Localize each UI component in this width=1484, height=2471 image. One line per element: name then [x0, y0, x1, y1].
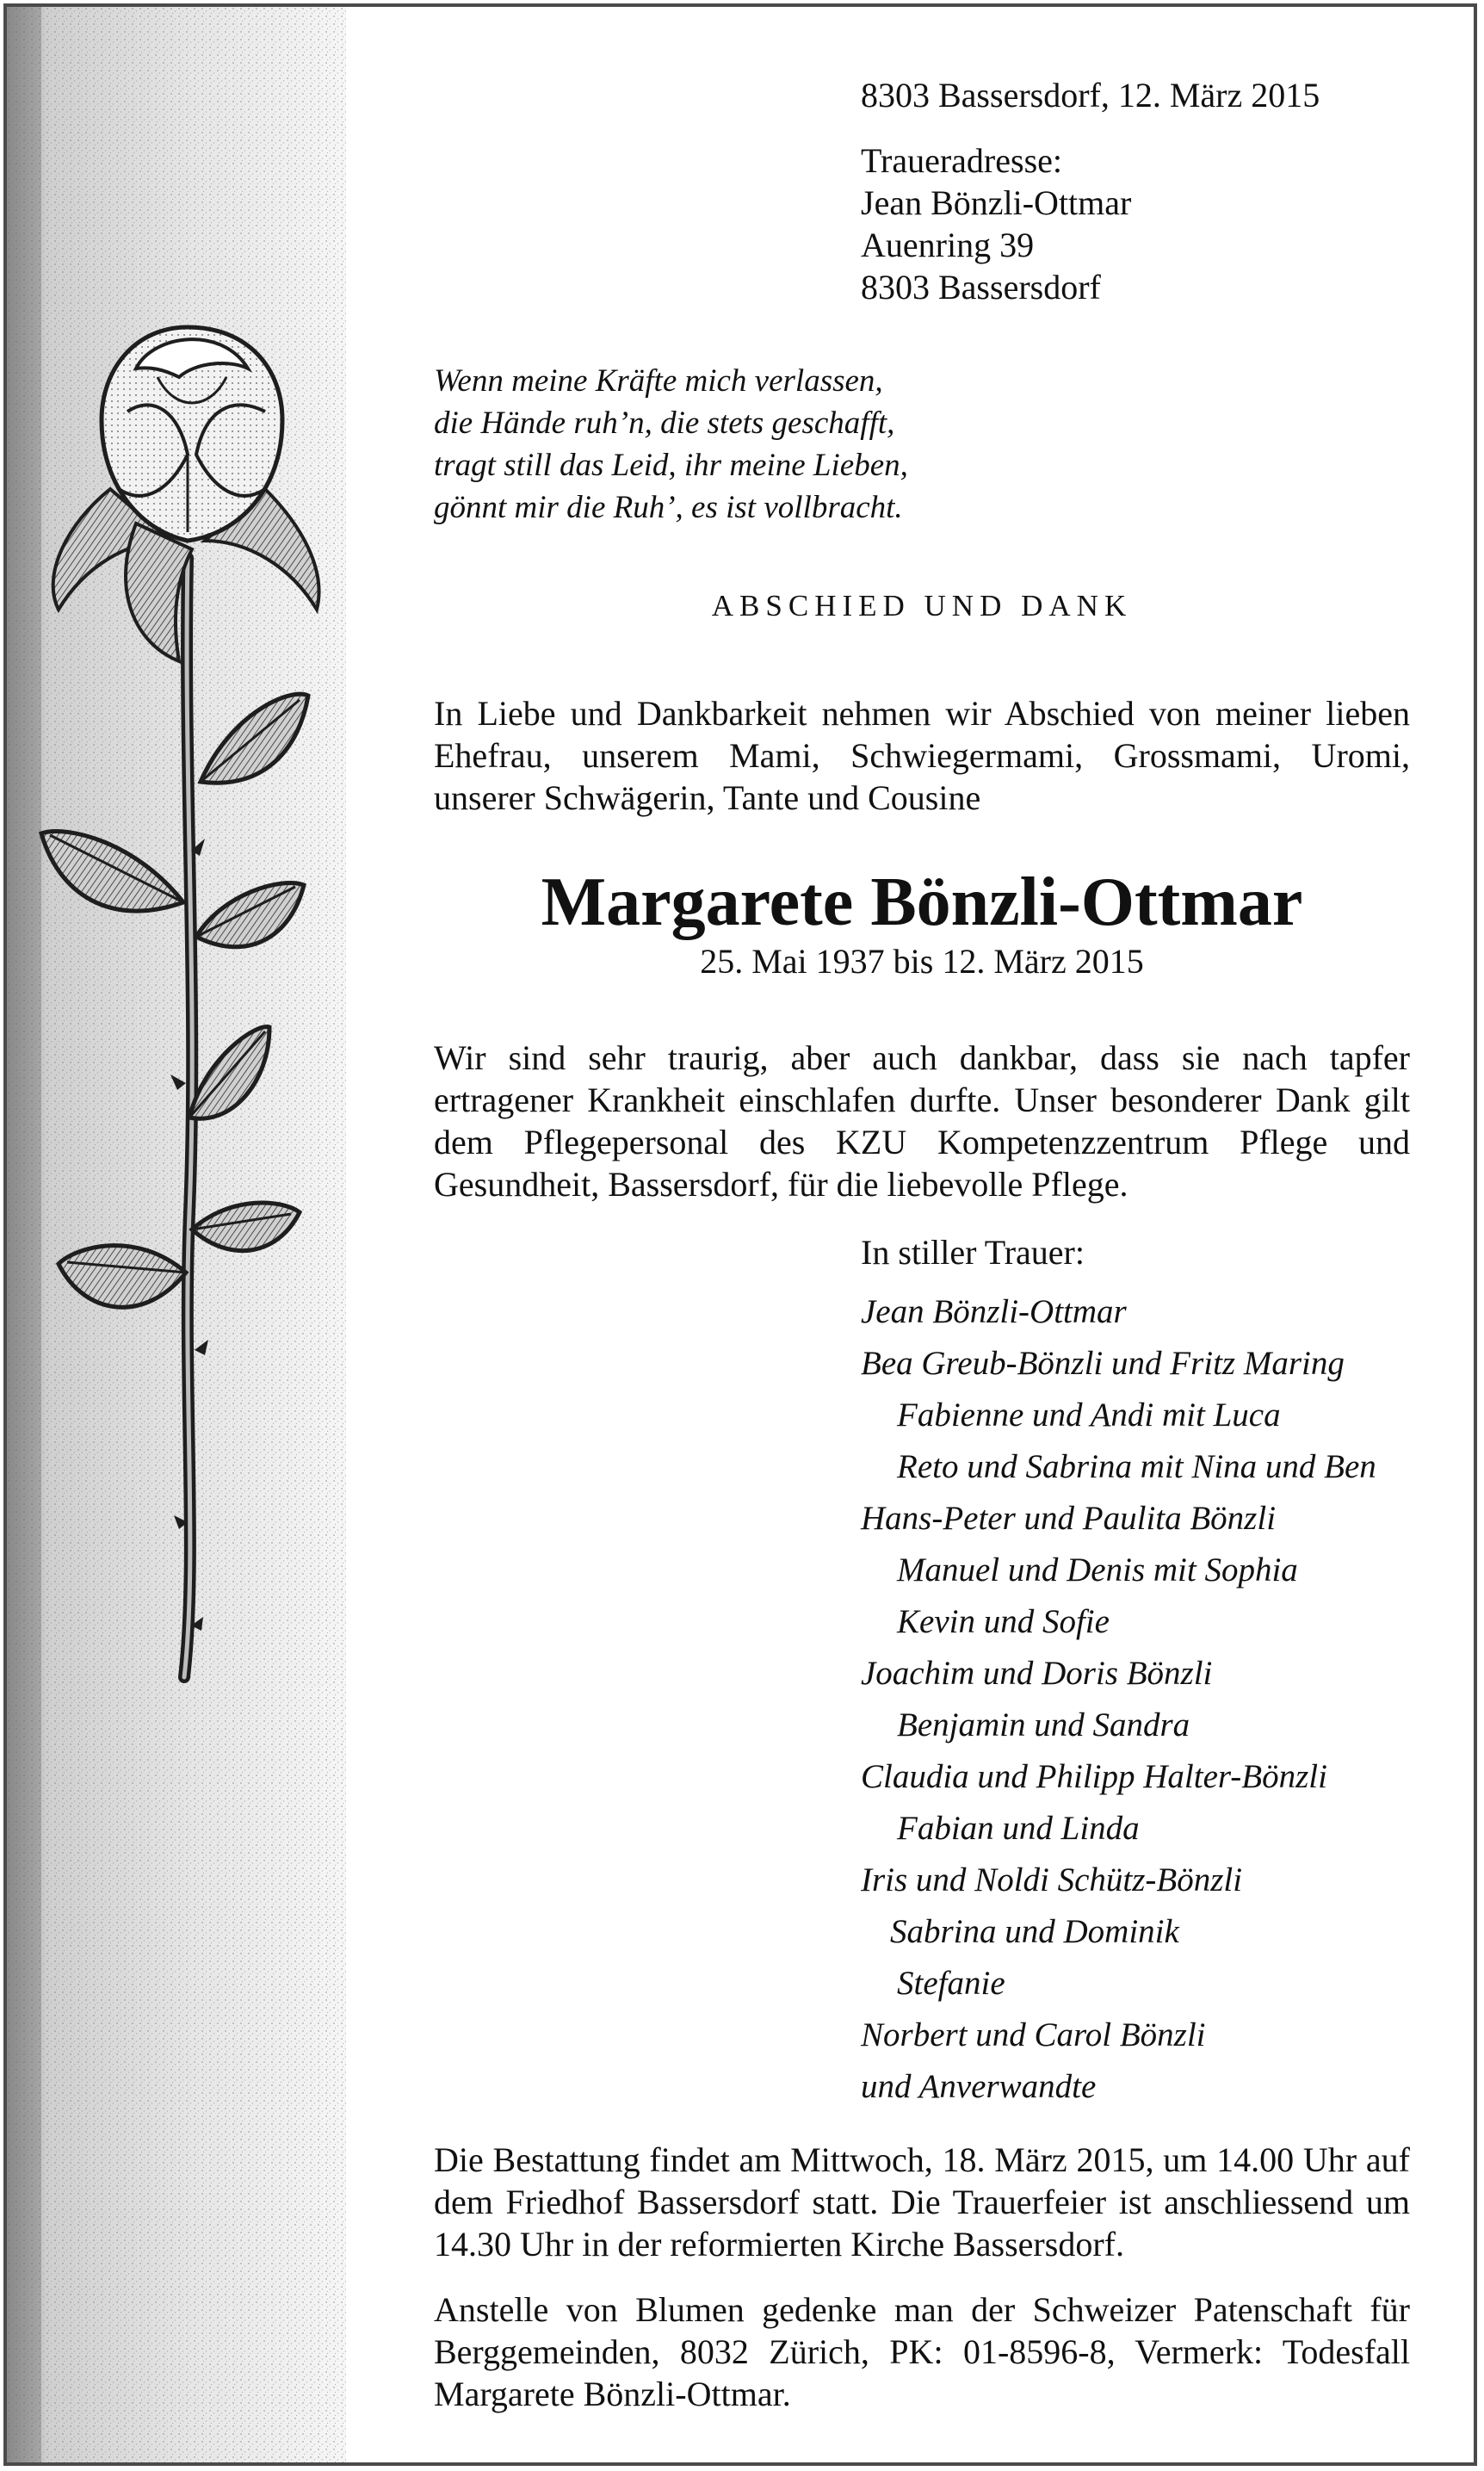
- motto-line: die Hände ruh’n, die stets geschafft,: [434, 406, 895, 441]
- mourner-line: Kevin und Sofie: [897, 1603, 1110, 1640]
- mourning-address: [861, 139, 1131, 308]
- mourner-line: Bea Greub-Bönzli und Fritz Maring: [861, 1345, 1345, 1382]
- rose-icon: [7, 7, 346, 2462]
- mourners-list: [861, 1286, 1376, 2113]
- address-street: Auenring 39: [861, 226, 1035, 264]
- mourner-line: Manuel und Denis mit Sophia: [897, 1551, 1298, 1588]
- mourner-line: Norbert und Carol Bönzli: [861, 2016, 1206, 2053]
- address-city: 8303 Bassersdorf: [861, 268, 1101, 307]
- mourner-line: Benjamin und Sandra: [897, 1706, 1190, 1743]
- motto-poem: [434, 360, 908, 529]
- address-label: Traueradresse:: [861, 141, 1063, 180]
- intro-paragraph: In Liebe und Dankbarkeit nehmen wir Abschied von meiner lieben Ehefrau, unserem Mami, Schwiegermami, Grossmami, Uromi, unserer Schwägerin, Tante und Cousine: [434, 694, 1410, 817]
- mourner-line: Claudia und Philipp Halter-Bönzli: [861, 1758, 1327, 1795]
- mourner-line: und Anverwandte: [861, 2068, 1097, 2105]
- donation-paragraph: Anstelle von Blumen gedenke man der Schweizer Patenschaft für Berggemeinden, 8032 Zürich, PK: 01-8596-8, Vermerk: Todesfall Margarete Bönzli-Ottmar.: [434, 2290, 1410, 2413]
- motto-line: tragt still das Leid, ihr meine Lieben,: [434, 448, 908, 483]
- motto-line: Wenn meine Kräfte mich verlassen,: [434, 363, 883, 399]
- thanks-paragraph: Wir sind sehr traurig, aber auch dankbar, dass sie nach tapfer ertragener Krankheit einschlafen durfte. Unser besonderer Dank gilt dem Pflegepersonal des KZU Kompetenzzentrum Pflege und Gesundheit, Bassersdorf, für die liebevolle Pflege.: [434, 1038, 1410, 1204]
- mourner-line: Fabian und Linda: [897, 1810, 1140, 1847]
- mourner-line: Sabrina und Dominik: [890, 1913, 1179, 1950]
- mourner-line: Iris und Noldi Schütz-Bönzli: [861, 1861, 1243, 1898]
- mourner-line: Hans-Peter und Paulita Bönzli: [861, 1500, 1277, 1537]
- place-date: 8303 Bassersdorf, 12. März 2015: [861, 76, 1320, 115]
- obituary-page: [3, 3, 1477, 2466]
- funeral-paragraph: Die Bestattung findet am Mittwoch, 18. März 2015, um 14.00 Uhr auf dem Friedhof Bassersdorf statt. Die Trauerfeier ist anschliessend um 14.30 Uhr in der reformierten Kirche Bassersdorf.: [434, 2140, 1410, 2264]
- motto-line: gönnt mir die Ruh’, es ist vollbracht.: [434, 490, 903, 525]
- mourner-line: Jean Bönzli-Ottmar: [861, 1293, 1127, 1330]
- rose-panel: [7, 7, 346, 2462]
- deceased-name: Margarete Bönzli-Ottmar: [541, 864, 1303, 940]
- mourner-line: Fabienne und Andi mit Luca: [897, 1397, 1281, 1434]
- mourner-line: Stefanie: [897, 1965, 1005, 2002]
- section-heading: ABSCHIED UND DANK: [711, 589, 1133, 622]
- obituary-text: [434, 7, 1410, 2462]
- mourning-label: In stiller Trauer:: [861, 1233, 1085, 1272]
- mourner-line: Joachim und Doris Bönzli: [861, 1655, 1213, 1692]
- mourner-line: Reto und Sabrina mit Nina und Ben: [897, 1448, 1376, 1485]
- address-name: Jean Bönzli-Ottmar: [861, 183, 1132, 222]
- life-dates: 25. Mai 1937 bis 12. März 2015: [700, 942, 1144, 981]
